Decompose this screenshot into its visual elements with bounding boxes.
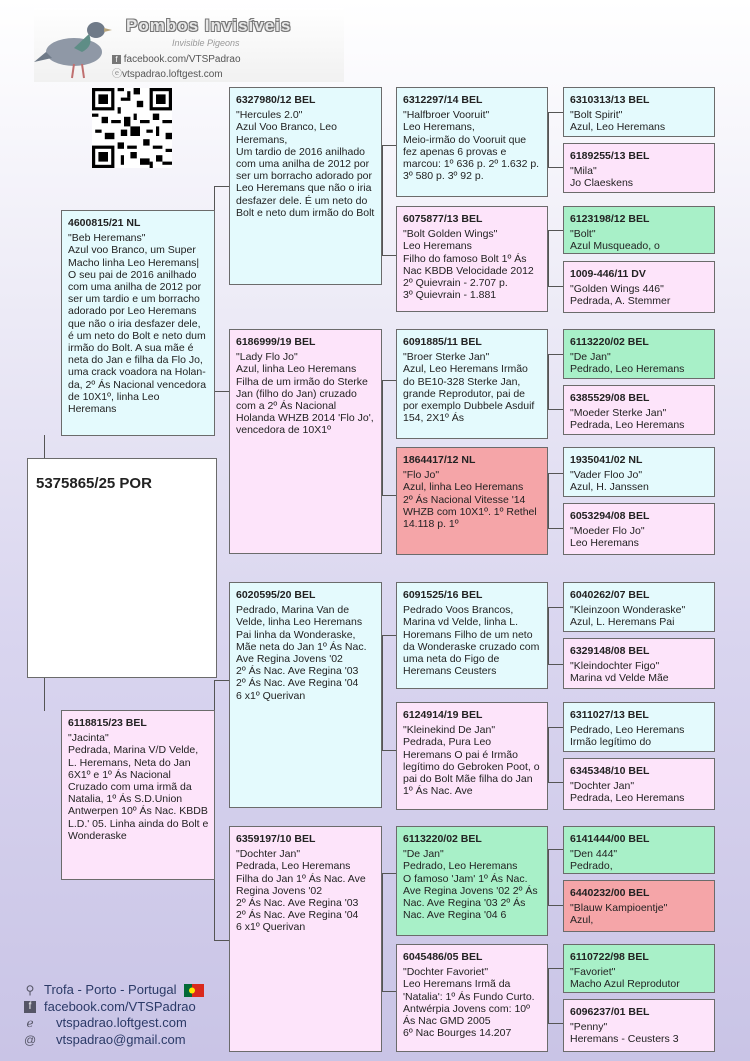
great-grandparent-text: "Kleinekind De Jan" Pedrada, Pura Leo Heremans O pai é Irmão legítimo do Gebroken Poot, o pai do Bolt Mãe filha do Jan 1º Ás Nac. Ave	[403, 724, 540, 798]
grandparent-ring: 6327980/12 BEL	[236, 94, 316, 106]
ggg-box	[563, 206, 715, 254]
brand-subtitle: Invisible Pigeons	[172, 38, 240, 48]
great-grandparent-ring: 6113220/02 BEL	[403, 833, 482, 845]
header-facebook-link[interactable]: facebook.com/VTSPadrao	[123, 54, 241, 65]
grandparent-box	[229, 87, 382, 285]
great-grandparent-box	[396, 702, 548, 810]
ggg-ring: 6113220/02 BEL	[570, 336, 649, 348]
ggg-text: "Moeder Flo Jo" Leo Heremans	[570, 525, 645, 550]
great-grandparent-box	[396, 447, 548, 555]
ggg-box	[563, 447, 715, 497]
ggg-ring: 6345348/10 BEL	[570, 765, 650, 777]
connector-line	[548, 849, 563, 850]
ggg-ring: 1935041/02 NL	[570, 454, 643, 466]
connector-line	[548, 1023, 563, 1024]
connector-line	[548, 409, 563, 410]
connector-line	[548, 167, 563, 168]
grandparent-box	[229, 329, 382, 554]
ggg-text: "Bolt Spirit" Azul, Leo Heremans	[570, 109, 666, 134]
grandparent-text: "Lady Flo Jo" Azul, linha Leo Heremans Filha de um irmão do Sterke Jan (filho do Jan) cruzado com a 2º Ás Nacional Holanda WHZB 2014 'Flo Jo', vencedora de 10X1º	[236, 351, 374, 437]
ggg-text: "Kleinzoon Wonderaske" Azul, L. Heremans Pai	[570, 604, 686, 629]
connector-line	[214, 940, 229, 941]
ggg-box	[563, 999, 715, 1052]
location-pin-icon: ⚲	[25, 983, 35, 997]
grandparent-box	[229, 826, 382, 1052]
connector-line	[548, 286, 563, 287]
ggg-text: "Moeder Sterke Jan" Pedrada, Leo Heremans	[570, 407, 685, 432]
ggg-ring: 1009-446/11 DV	[570, 268, 646, 280]
ggg-ring: 6385529/08 BEL	[570, 392, 650, 404]
grandparent-text: "Hercules 2.0" Azul Voo Branco, Leo Heremans, Um tardio de 2016 anilhado com uma anilha de 2012 por ser um borracho adorado por Leo Heremans que não o iria desfazer dele. É um neto do Bolt e neto dum irmão do Bolt	[236, 109, 375, 219]
ggg-ring: 6141444/00 BEL	[570, 833, 650, 845]
connector-line	[548, 664, 563, 665]
great-grandparent-ring: 6045486/05 BEL	[403, 951, 483, 963]
dam-box	[61, 710, 215, 880]
connector-line	[548, 112, 563, 113]
great-grandparent-text: "De Jan" Pedrado, Leo Heremans O famoso 'Jam' 1º Ás Nac. Ave Regina Jovens '02 2º Ás Nac. Ave Regina '03 2º Ás Nac. Ave Regina '04 6	[403, 848, 538, 922]
ggg-text: "Mila" Jo Claeskens	[570, 165, 634, 190]
great-grandparent-ring: 6124914/19 BEL	[403, 709, 483, 721]
ggg-ring: 6440232/00 BEL	[570, 887, 650, 899]
connector-line	[214, 186, 229, 187]
ggg-box	[563, 826, 715, 874]
great-grandparent-ring: 6075877/13 BEL	[403, 213, 483, 225]
connector-line	[382, 145, 383, 255]
ggg-text: "Favoriet" Macho Azul Reprodutor	[570, 966, 680, 991]
globe-icon: ⓔ	[112, 69, 122, 80]
ggg-text: Pedrado, Leo Heremans Irmão legítimo do	[570, 724, 685, 749]
dam-text: "Jacinta" Pedrada, Marina V/D Velde, L. Heremans, Neta do Jan 6X1º e 1º Ás Nacional Cruzado com uma irmã da Natalia, 1º Ás S.D.Union Antwerpen 10º Ás Nac. KBDB L.D.' 05. Linha ainda do Bolt e Wonderaske	[68, 732, 209, 842]
great-grandparent-box	[396, 826, 548, 936]
sire-box	[61, 210, 215, 436]
grandparent-ring: 6186999/19 BEL	[236, 336, 316, 348]
connector-line	[382, 873, 383, 991]
ggg-ring: 6096237/01 BEL	[570, 1006, 650, 1018]
facebook-icon: f	[112, 55, 121, 64]
footer-contact	[24, 982, 204, 1048]
ggg-box	[563, 503, 715, 555]
connector-line	[548, 473, 563, 474]
ggg-ring: 6189255/13 BEL	[570, 150, 650, 162]
facebook-icon: f	[24, 1001, 36, 1013]
at-icon: @	[24, 1032, 37, 1047]
connector-line	[548, 607, 549, 664]
ggg-text: "Penny" Heremans - Ceusters 3	[570, 1021, 679, 1046]
dam-ring: 6118815/23 BEL	[68, 717, 147, 729]
connector-line	[382, 495, 396, 496]
connector-line	[382, 255, 396, 256]
great-grandparent-text: "Dochter Favoriet" Leo Heremans Irmã da 'Natalia': 1º Ás Fundo Curto. Antwérpia Jovens com: 10º Ás Nac GMD 2005 6º Nac Bourges 14.207	[403, 966, 535, 1040]
connector-line	[382, 145, 396, 146]
footer-facebook-link[interactable]: facebook.com/VTSPadrao	[44, 998, 196, 1014]
connector-line	[382, 991, 396, 992]
ggg-ring: 6110722/98 BEL	[570, 951, 649, 963]
ggg-box	[563, 944, 715, 993]
ggg-text: "Vader Floo Jo" Azul, H. Janssen	[570, 469, 649, 494]
great-grandparent-text: "Broer Sterke Jan" Azul, Leo Heremans Irmão do BE10-328 Sterke Jan, grande Reprodutor, pai de por exemplo Dubbele Asduif 154, 2X1º Ás	[403, 351, 535, 425]
great-grandparent-box	[396, 329, 548, 439]
ggg-ring: 6123198/12 BEL	[570, 213, 650, 225]
ggg-box	[563, 758, 715, 810]
connector-line	[548, 230, 549, 286]
sire-ring: 4600815/21 NL	[68, 217, 141, 229]
connector-line	[548, 230, 563, 231]
grandparent-ring: 6020595/20 BEL	[236, 589, 316, 601]
ggg-text: "Dochter Jan" Pedrada, Leo Heremans	[570, 780, 685, 805]
ggg-text: "Den 444" Pedrado,	[570, 848, 618, 873]
great-grandparent-text: Pedrado Voos Brancos, Marina vd Velde, linha L. Horemans Filho de um neto da Wonderaske cruzado com uma neta do Figo de Heremans Ceusters	[403, 604, 540, 678]
ggg-box	[563, 638, 715, 689]
connector-line	[44, 677, 45, 711]
subject-box	[27, 458, 217, 678]
ggg-box	[563, 880, 715, 932]
connector-line	[548, 727, 549, 782]
ggg-text: "Golden Wings 446" Pedrada, A. Stemmer	[570, 283, 671, 308]
connector-line	[548, 607, 563, 608]
grandparent-box	[229, 582, 382, 808]
portugal-flag-icon	[184, 984, 204, 997]
grandparent-ring: 6359197/10 BEL	[236, 833, 316, 845]
ggg-text: "De Jan" Pedrado, Leo Heremans	[570, 351, 685, 376]
ggg-box	[563, 261, 715, 313]
connector-line	[214, 680, 229, 681]
great-grandparent-text: "Flo Jo" Azul, linha Leo Heremans 2º Ás Nacional Vitesse '14 WHZB com 10X1º. 1º Rethel 14.118 p. 1º	[403, 469, 537, 531]
great-grandparent-box	[396, 87, 548, 197]
great-grandparent-ring: 6091525/16 BEL	[403, 589, 483, 601]
sire-text: "Beb Heremans" Azul voo Branco, um Super Macho linha Leo Heremans| O seu pai de 2016 anilhado com uma anilha de 2012 por ser um tardio e um borracho adorado por Leo Heremans que não o iria desfazer dele, é um neto do Bolt e neto dum irmão do Bolt. A sua mãe é neta do Jan e filha da Flo Jo, uma crack voadora na Holan-da, 2º Ás Nacional vencedora de 10X1º, linha Leo Heremans	[68, 232, 207, 416]
great-grandparent-box	[396, 582, 548, 689]
great-grandparent-ring: 1864417/12 NL	[403, 454, 476, 466]
header-card	[34, 8, 344, 82]
qr-code	[92, 88, 172, 168]
ggg-text: "Bolt" Azul Musqueado, o	[570, 228, 660, 253]
footer-location: Trofa - Porto - Portugal	[44, 982, 177, 997]
grandparent-text: Pedrado, Marina Van de Velde, linha Leo Heremans Pai linha da Wonderaske, Mãe neta do Jan 1º Ás Nac. Ave Regina Jovens '02 2º Ás Nac. Ave Regina '03 2º Ás Nac. Ave Regina '04 6 x1º Querivan	[236, 604, 367, 702]
great-grandparent-ring: 6312297/14 BEL	[403, 94, 483, 106]
connector-line	[548, 968, 549, 1023]
ggg-ring: 6311027/13 BEL	[570, 709, 649, 721]
ggg-box	[563, 582, 715, 632]
connector-line	[548, 968, 563, 969]
connector-line	[382, 380, 383, 495]
connector-line	[382, 635, 396, 636]
connector-line	[44, 435, 45, 459]
ggg-box	[563, 143, 715, 193]
connector-line	[548, 354, 549, 409]
brand-title: Pombos Invisíveis	[126, 16, 292, 35]
footer-email-link[interactable]: vtspadrao@gmail.com	[56, 1031, 186, 1047]
subject-ring: 5375865/25 POR	[36, 475, 152, 492]
ggg-text: "Blauw Kampioentje" Azul,	[570, 902, 668, 927]
ggg-box	[563, 329, 715, 379]
ggg-box	[563, 702, 715, 752]
connector-line	[214, 391, 229, 392]
brand-links	[112, 54, 344, 80]
ggg-ring: 6053294/08 BEL	[570, 510, 650, 522]
great-grandparent-box	[396, 206, 548, 312]
connector-line	[548, 782, 563, 783]
ggg-ring: 6040262/07 BEL	[570, 589, 650, 601]
connector-line	[382, 380, 396, 381]
connector-line	[548, 473, 549, 528]
connector-line	[548, 112, 549, 167]
ggg-box	[563, 87, 715, 137]
great-grandparent-text: "Bolt Golden Wings" Leo Heremans Filho do famoso Bolt 1º Ás Nac KBDB Velocidade 2012 2º Quievrain - 2.707 p. 3º Quievrain - 1.881	[403, 228, 534, 302]
connector-line	[548, 849, 549, 905]
ggg-text: "Kleindochter Figo" Marina vd Velde Mãe	[570, 660, 669, 685]
ggg-ring: 6329148/08 BEL	[570, 645, 650, 657]
ggg-box	[563, 385, 715, 435]
connector-line	[548, 354, 563, 355]
connector-line	[548, 905, 563, 906]
footer-website-link[interactable]: vtspadrao.loftgest.com	[56, 1015, 187, 1030]
connector-line	[548, 727, 563, 728]
pigeon-logo	[34, 8, 114, 82]
grandparent-text: "Dochter Jan" Pedrada, Leo Heremans Filha do Jan 1º Ás Nac. Ave Regina Jovens '02 2º Ás Nac. Ave Regina '03 2º Ás Nac. Ave Regina '04 6 x1º Querivan	[236, 848, 366, 934]
globe-icon: ℯ	[26, 1016, 34, 1030]
connector-line	[548, 528, 563, 529]
great-grandparent-text: "Halfbroer Vooruit" Leo Heremans, Meio-irmão do Vooruit que fez apenas 6 provas e marcou: 1º 636 p. 2º 1.632 p. 3º 580 p. 3º 92 p.	[403, 109, 540, 183]
connector-line	[382, 873, 396, 874]
ggg-ring: 6310313/13 BEL	[570, 94, 650, 106]
connector-line	[382, 635, 383, 750]
header-website-link[interactable]: vtspadrao.loftgest.com	[122, 69, 223, 80]
great-grandparent-ring: 6091885/11 BEL	[403, 336, 482, 348]
great-grandparent-box	[396, 944, 548, 1052]
connector-line	[382, 750, 396, 751]
